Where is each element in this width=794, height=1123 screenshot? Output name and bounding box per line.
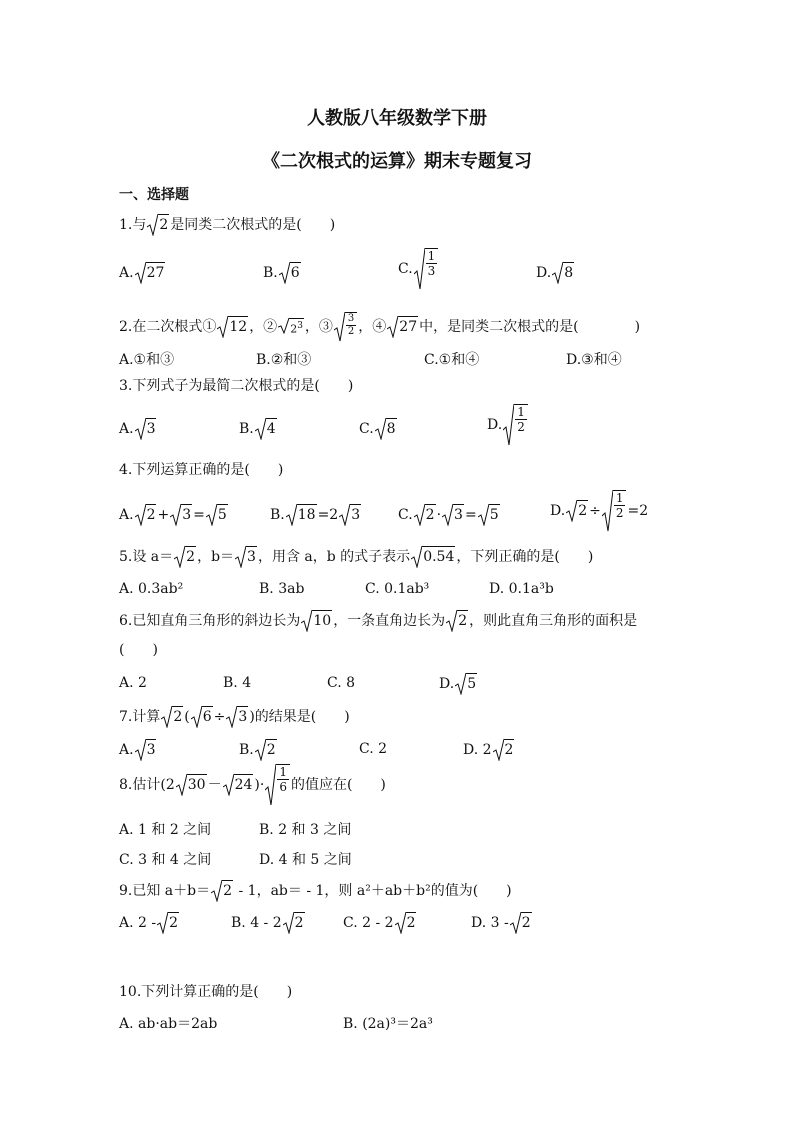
q5-option-d: D. 0.1a³b — [489, 581, 554, 597]
question-2: 2.在二次根式① 12 ，② $2^3$ ，③ $\frac{3}{2}$ ，④ 27 中，是同类二次根式的是( ) — [119, 312, 640, 342]
q9-option-a: A. 2 - 2 — [119, 912, 180, 934]
q3-option-d: D. $\frac{1}{2}$ — [487, 404, 529, 446]
q3-option-a: A. 3 — [119, 418, 157, 440]
radical: 3 — [135, 739, 157, 761]
question-6-blank: ( ) — [119, 642, 158, 658]
radical: 27 — [387, 316, 418, 338]
q7-option-b: B. 2 — [239, 739, 278, 761]
q8-option-b: B. 2 和 3 之间 — [259, 822, 352, 838]
q3-option-c: C. 8 — [359, 418, 398, 440]
radical: 12 — [217, 316, 248, 338]
radical: 3 — [339, 504, 361, 526]
radical: 5 — [206, 504, 228, 526]
radical: 6 — [191, 706, 213, 728]
q2-option-d: D.③和④ — [566, 352, 622, 368]
q3-option-b: B. 4 — [239, 418, 278, 440]
radical: 3 — [170, 504, 192, 526]
q10-option-a: A. ab·ab＝2ab — [119, 1016, 218, 1032]
radical: 2 — [510, 912, 532, 934]
radical: 3 — [442, 504, 464, 526]
radical: 4 — [255, 418, 277, 440]
radical: 27 — [135, 262, 166, 284]
radical: $\frac{1}{2}$ — [602, 490, 627, 532]
page-title: 人教版八年级数学下册 — [307, 108, 487, 129]
question-10: 10.下列计算正确的是( ) — [119, 984, 293, 1000]
q1-option-d: D. 8 — [536, 262, 575, 284]
q1-option-c: C. $\frac{1}{3}$ — [398, 248, 439, 290]
question-6: 6.已知直角三角形的斜边长为 10 ，一条直角边长为 2 ，则此直角三角形的面积是 — [119, 610, 637, 632]
q8-option-d: D. 4 和 5 之间 — [259, 852, 352, 868]
q1-option-a: A. 27 — [119, 262, 166, 284]
q4-option-d: D. 2 ÷ $\frac{1}{2}$ =2 — [550, 490, 648, 532]
radical: 2 — [566, 500, 588, 522]
q10-option-b: B. (2a)³＝2a³ — [343, 1016, 433, 1032]
section-heading: 一、选择题 — [119, 187, 189, 203]
question-7: 7.计算 2 ( 6 ÷ 3 )的结果是( ) — [119, 706, 350, 728]
radical: 2 — [135, 504, 157, 526]
radical: 0.54 — [411, 546, 455, 568]
q1-post: 是同类二次根式的是( ) — [170, 217, 336, 233]
radical: 2 — [211, 880, 233, 902]
radical: 2 — [161, 706, 183, 728]
radical: $\frac{1}{2}$ — [503, 404, 528, 446]
radical: 24 — [223, 774, 254, 796]
q7-option-a: A. 3 — [119, 739, 157, 761]
q6-option-b: B. 4 — [223, 675, 252, 691]
radical: 2 — [255, 739, 277, 761]
radical: $\frac{3}{2}$ — [334, 312, 357, 342]
q6-option-c: C. 8 — [327, 675, 356, 691]
radical: 3 — [235, 546, 257, 568]
radical: 2 — [157, 912, 179, 934]
radical: 8 — [552, 262, 574, 284]
question-5: 5.设 a＝ 2 ，b＝ 3 ，用含 a，b 的式子表示 0.54 ，下列正确的是( ) — [119, 546, 593, 568]
question-1 — [119, 214, 335, 236]
radical: 6 — [279, 262, 301, 284]
q6-option-a: A. 2 — [119, 675, 147, 691]
question-9: 9.已知 a＋b＝ 2 - 1，ab＝ - 1，则 a²＋ab＋b²的值为( ) — [119, 880, 512, 902]
q1-pre: 1.与 — [119, 217, 147, 233]
q2-option-b: B.②和③ — [256, 352, 312, 368]
q4-option-c: C. 2 · 3 = 5 — [398, 504, 501, 526]
radical: 18 — [286, 504, 317, 526]
q8-option-c: C. 3 和 4 之间 — [119, 852, 212, 868]
page-subtitle: 《二次根式的运算》期末专题复习 — [262, 151, 532, 172]
q7-option-d: D. 2 2 — [463, 739, 515, 761]
radical: 2 — [174, 546, 196, 568]
q4-option-b: B. 18 =2 3 — [270, 504, 362, 526]
q2-option-a: A.①和③ — [119, 352, 175, 368]
radical: 2 — [446, 610, 468, 632]
radical: 10 — [301, 610, 332, 632]
question-8: 8.估计(2 30 － 24 )· $\frac{1}{6}$ 的值应在( ) — [119, 764, 386, 806]
radical: 2 — [283, 912, 305, 934]
q5-option-a: A. 0.3ab² — [119, 581, 184, 597]
radical: $2^3$ — [278, 318, 304, 337]
radical: $\frac{1}{6}$ — [265, 764, 290, 806]
q5-option-b: B. 3ab — [259, 581, 305, 597]
q7-option-c: C. 2 — [359, 741, 388, 757]
radical: 2 — [414, 504, 436, 526]
q9-option-c: C. 2 - 2 2 — [343, 912, 417, 934]
q6-option-d: D. 5 — [439, 673, 478, 695]
radical: 2 — [395, 912, 417, 934]
q1-option-b: B. 6 — [263, 262, 302, 284]
q9-option-b: B. 4 - 2 2 — [231, 912, 306, 934]
radical: $\frac{1}{3}$ — [414, 248, 439, 290]
radical: 2 — [493, 739, 515, 761]
radical: 3 — [135, 418, 157, 440]
question-3: 3.下列式子为最简二次根式的是( ) — [119, 378, 354, 394]
radical: 5 — [478, 504, 500, 526]
q4-option-a: A. 2 + 3 = 5 — [119, 504, 229, 526]
radical: 3 — [226, 706, 248, 728]
question-4: 4.下列运算正确的是( ) — [119, 462, 284, 478]
radical: 30 — [176, 774, 207, 796]
q8-option-a: A. 1 和 2 之间 — [119, 822, 212, 838]
radical: 2 — [147, 214, 169, 236]
q2-option-c: C.①和④ — [424, 352, 480, 368]
radical: 5 — [455, 673, 477, 695]
radical: 8 — [375, 418, 397, 440]
q5-option-c: C. 0.1ab³ — [365, 581, 430, 597]
q9-option-d: D. 3 - 2 — [471, 912, 533, 934]
